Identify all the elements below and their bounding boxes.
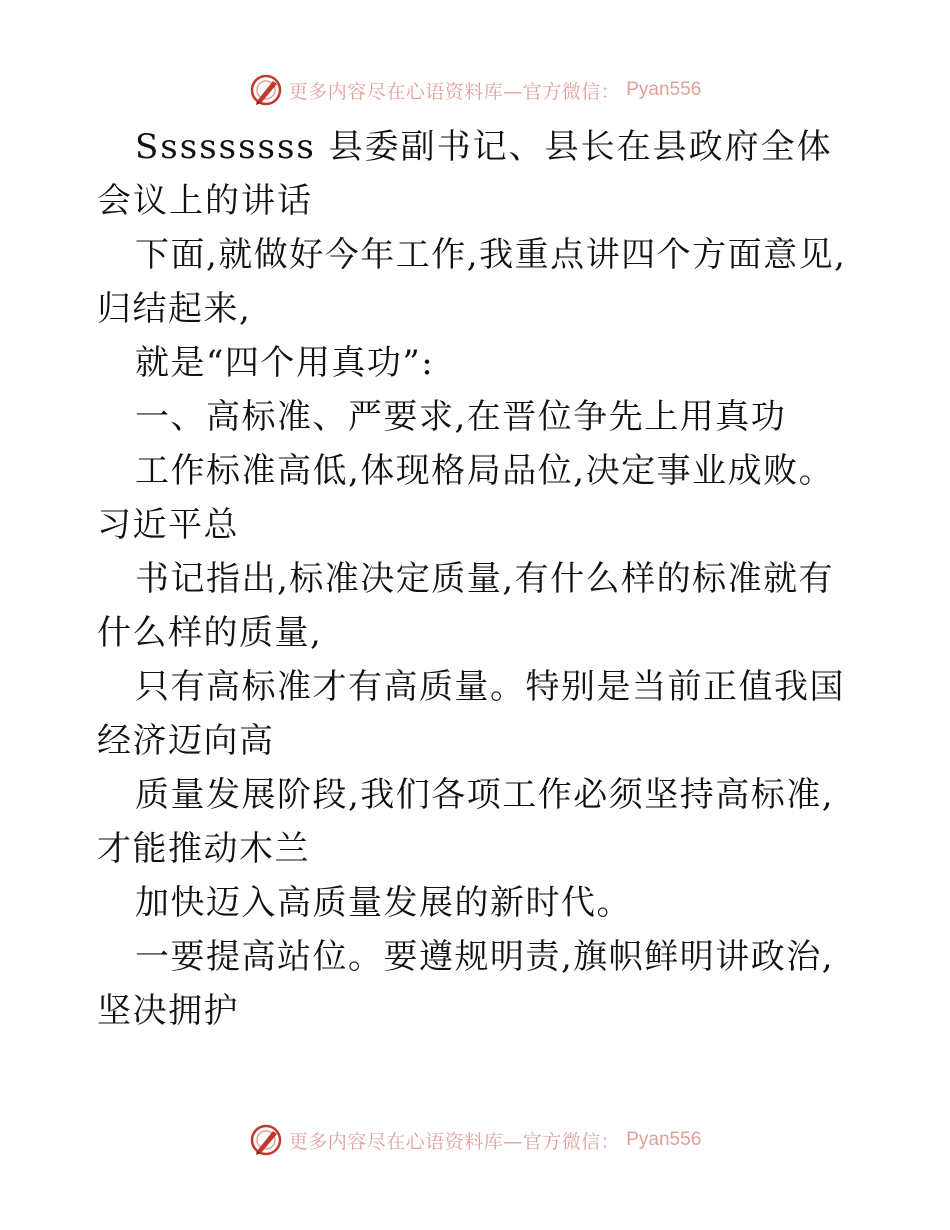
footer-watermark [0,1120,950,1160]
watermark-wechat-id: Pyan556 [626,79,702,100]
paragraph: 书记指出,标准决定质量,有什么样的标准就有什么样的质量, [97,559,835,653]
paragraph: 一要提高站位。要遵规明责,旗帜鲜明讲政治,坚决拥护 [97,937,835,1031]
section-heading: 一、高标准、严要求,在晋位争先上用真功 [135,397,787,437]
watermark-wechat-id: Pyan556 [626,1129,702,1150]
pen-logo-icon [249,73,283,107]
document-title: Sssssssss 县委副书记、县长在县政府全体会议上的讲话 [97,127,833,221]
watermark-text: 更多内容尽在心语资料库—官方微信： [288,1130,621,1153]
paragraph: 就是“四个用真功”: [135,343,435,383]
paragraph: 工作标准高低,体现格局品位,决定事业成败。习近平总 [97,451,835,545]
paragraph: 下面,就做好今年工作,我重点讲四个方面意见,归结起来, [97,235,847,329]
paragraph: 加快迈入高质量发展的新时代。 [135,883,632,923]
paragraph: 质量发展阶段,我们各项工作必须坚持高标准,才能推动木兰 [97,775,835,869]
watermark-text: 更多内容尽在心语资料库—官方微信： [288,80,621,103]
header-watermark [0,70,950,110]
document-body [97,120,857,1038]
paragraph: 只有高标准才有高质量。特别是当前正值我国经济迈向高 [97,667,845,761]
pen-logo-icon [249,1123,283,1157]
